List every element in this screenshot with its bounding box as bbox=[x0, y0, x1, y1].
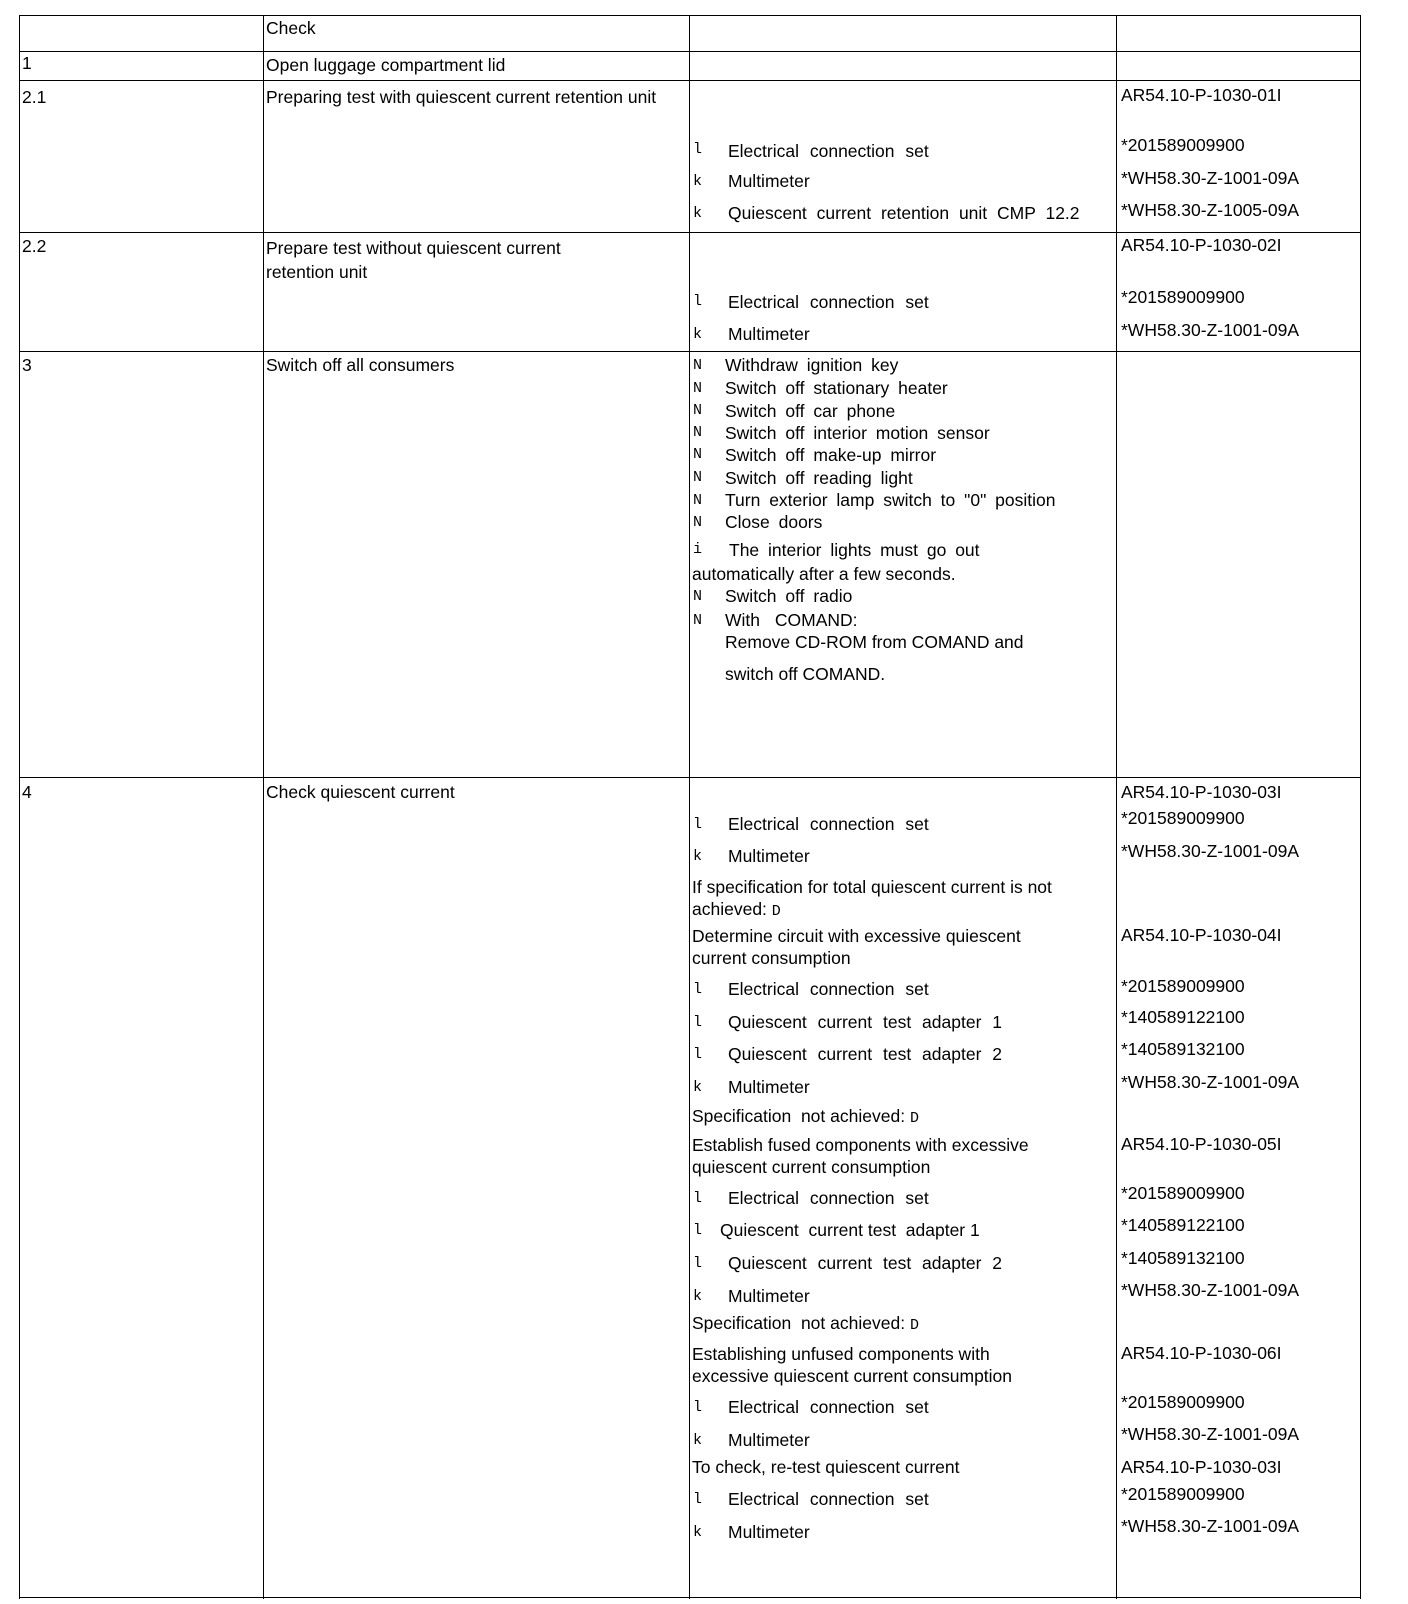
action-item: Switch off reading light bbox=[725, 468, 913, 488]
tool-number: *WH58.30-Z-1001-09A bbox=[1121, 1072, 1299, 1092]
tool-item: Multimeter bbox=[728, 324, 810, 344]
tool-number: *201589009900 bbox=[1121, 808, 1245, 828]
tool-number: *201589009900 bbox=[1121, 135, 1245, 155]
step-title: Preparing test with quiescent current retention unit bbox=[266, 87, 657, 107]
step-number: 4 bbox=[22, 782, 32, 802]
tool-item: Multimeter bbox=[728, 1522, 810, 1542]
tool-bullet-icon: l bbox=[693, 981, 703, 998]
tool-number: *140589122100 bbox=[1121, 1007, 1245, 1027]
table-border-right bbox=[1360, 15, 1361, 1599]
row-divider bbox=[19, 51, 1361, 52]
action-bullet-icon: N bbox=[693, 357, 703, 374]
tool-bullet-icon: l bbox=[693, 1399, 703, 1416]
then-arrow-icon: D bbox=[909, 1110, 919, 1127]
action-bullet-icon: N bbox=[693, 492, 703, 509]
action-item: Switch off stationary heater bbox=[725, 378, 948, 398]
tool-item: Electrical connection set bbox=[728, 814, 929, 834]
tool-number: *201589009900 bbox=[1121, 1183, 1245, 1203]
tool-number: *WH58.30-Z-1001-09A bbox=[1121, 841, 1299, 861]
tool-bullet-icon: l bbox=[693, 1014, 703, 1031]
column-divider bbox=[1116, 15, 1117, 1599]
action-item: Switch off radio bbox=[725, 586, 853, 606]
action-item: Withdraw ignition key bbox=[725, 355, 899, 375]
action-item: Switch off car phone bbox=[725, 401, 896, 421]
action-item: Close doors bbox=[725, 512, 823, 532]
step-number: 1 bbox=[22, 53, 32, 73]
row-divider bbox=[19, 777, 1361, 778]
tool-number: *201589009900 bbox=[1121, 1392, 1245, 1412]
condition-label: If specification for total quiescent current is not achieved: bbox=[692, 877, 1052, 919]
condition-label: Specification not achieved: bbox=[692, 1106, 906, 1126]
subprocedure-title: Determine circuit with excessive quiescent current consumption bbox=[692, 926, 1021, 968]
subprocedure-title: To check, re-test quiescent current bbox=[692, 1457, 960, 1477]
tool-item: Quiescent current test adapter 1 bbox=[720, 1220, 980, 1240]
action-detail: Remove CD-ROM from COMAND and bbox=[725, 632, 1024, 652]
info-icon: i bbox=[693, 541, 703, 558]
step-title: Switch off all consumers bbox=[266, 355, 455, 375]
step-number: 2.2 bbox=[22, 236, 47, 256]
step-title: Check quiescent current bbox=[266, 782, 455, 802]
tool-item: Quiescent current test adapter 2 bbox=[728, 1253, 1002, 1273]
subprocedure-title: Establish fused components with excessive quiescent current consumption bbox=[692, 1135, 1029, 1177]
row-divider bbox=[19, 232, 1361, 233]
tool-number: *201589009900 bbox=[1121, 287, 1245, 307]
header-check: Check bbox=[266, 18, 316, 38]
tool-number: *WH58.30-Z-1001-09A bbox=[1121, 320, 1299, 340]
then-arrow-icon: D bbox=[771, 903, 781, 920]
action-item: Turn exterior lamp switch to "0" position bbox=[725, 490, 1056, 510]
table-border-bottom bbox=[19, 1597, 1361, 1598]
condition-text bbox=[692, 1313, 919, 1336]
row-divider bbox=[19, 15, 1361, 16]
row-divider bbox=[19, 80, 1361, 81]
table-border-left bbox=[19, 15, 20, 1599]
measure-bullet-icon: k bbox=[693, 1288, 703, 1305]
tool-bullet-icon: l bbox=[693, 293, 703, 310]
measure-bullet-icon: k bbox=[693, 205, 703, 222]
tool-bullet-icon: l bbox=[693, 141, 703, 158]
tool-bullet-icon: l bbox=[693, 1255, 703, 1272]
condition-text bbox=[692, 1106, 919, 1129]
measure-bullet-icon: k bbox=[693, 1432, 703, 1449]
tool-number: *201589009900 bbox=[1121, 1484, 1245, 1504]
column-divider bbox=[689, 15, 690, 1599]
measure-bullet-icon: k bbox=[693, 326, 703, 343]
tool-item: Electrical connection set bbox=[728, 1489, 929, 1509]
document-reference: AR54.10-P-1030-01I bbox=[1121, 85, 1282, 105]
condition-text bbox=[692, 876, 1062, 923]
document-reference: AR54.10-P-1030-03I bbox=[1121, 782, 1282, 802]
document-reference: AR54.10-P-1030-05I bbox=[1121, 1134, 1282, 1154]
tool-item: Multimeter bbox=[728, 1430, 810, 1450]
tool-number: *WH58.30-Z-1005-09A bbox=[1121, 200, 1299, 220]
measure-bullet-icon: k bbox=[693, 173, 703, 190]
tool-item: Electrical connection set bbox=[728, 979, 929, 999]
action-bullet-icon: N bbox=[693, 380, 703, 397]
tool-bullet-icon: l bbox=[693, 1190, 703, 1207]
row-divider bbox=[19, 351, 1361, 352]
tool-item: Quiescent current test adapter 1 bbox=[728, 1012, 1002, 1032]
note-text: automatically after a few seconds. bbox=[692, 564, 956, 584]
tool-item: Multimeter bbox=[728, 171, 810, 191]
measure-bullet-icon: k bbox=[693, 848, 703, 865]
tool-number: *140589122100 bbox=[1121, 1215, 1245, 1235]
action-bullet-icon: N bbox=[693, 514, 703, 531]
tool-number: *WH58.30-Z-1001-09A bbox=[1121, 168, 1299, 188]
subprocedure-title: Establishing unfused components with excessive quiescent current consumption bbox=[692, 1344, 1013, 1386]
tool-number: *WH58.30-Z-1001-09A bbox=[1121, 1280, 1299, 1300]
tool-bullet-icon: l bbox=[693, 816, 703, 833]
tool-number: *WH58.30-Z-1001-09A bbox=[1121, 1516, 1299, 1536]
tool-number: *WH58.30-Z-1001-09A bbox=[1121, 1424, 1299, 1444]
action-bullet-icon: N bbox=[693, 402, 703, 419]
action-item: Switch off make-up mirror bbox=[725, 445, 937, 465]
action-bullet-icon: N bbox=[693, 612, 703, 629]
tool-bullet-icon: l bbox=[693, 1046, 703, 1063]
action-bullet-icon: N bbox=[693, 469, 703, 486]
document-reference: AR54.10-P-1030-04I bbox=[1121, 925, 1282, 945]
action-bullet-icon: N bbox=[693, 446, 703, 463]
tool-number: *140589132100 bbox=[1121, 1248, 1245, 1268]
step-title: Open luggage compartment lid bbox=[266, 55, 506, 75]
tool-number: *140589132100 bbox=[1121, 1039, 1245, 1059]
tool-item: Multimeter bbox=[728, 846, 810, 866]
measure-bullet-icon: k bbox=[693, 1079, 703, 1096]
tool-item: Electrical connection set bbox=[728, 292, 929, 312]
note-text: The interior lights must go out bbox=[729, 540, 980, 560]
document-reference: AR54.10-P-1030-03I bbox=[1121, 1457, 1282, 1477]
action-bullet-icon: N bbox=[693, 588, 703, 605]
tool-item: Quiescent current retention unit CMP 12.2 bbox=[728, 203, 1080, 223]
tool-item: Multimeter bbox=[728, 1286, 810, 1306]
document-reference: AR54.10-P-1030-02I bbox=[1121, 235, 1282, 255]
tool-item: Electrical connection set bbox=[728, 1188, 929, 1208]
step-number: 3 bbox=[22, 355, 32, 375]
step-title: Prepare test without quiescent current retention unit bbox=[266, 238, 561, 282]
tool-item: Electrical connection set bbox=[728, 141, 929, 161]
document-reference: AR54.10-P-1030-06I bbox=[1121, 1343, 1282, 1363]
tool-item: Multimeter bbox=[728, 1077, 810, 1097]
tool-item: Quiescent current test adapter 2 bbox=[728, 1044, 1002, 1064]
condition-label: Specification not achieved: bbox=[692, 1313, 906, 1333]
action-detail: switch off COMAND. bbox=[725, 664, 886, 684]
then-arrow-icon: D bbox=[909, 1317, 919, 1334]
tool-bullet-icon: l bbox=[693, 1222, 703, 1239]
action-item: Switch off interior motion sensor bbox=[725, 423, 990, 443]
measure-bullet-icon: k bbox=[693, 1524, 703, 1541]
column-divider bbox=[263, 15, 264, 1599]
action-bullet-icon: N bbox=[693, 424, 703, 441]
tool-bullet-icon: l bbox=[693, 1491, 703, 1508]
tool-item: Electrical connection set bbox=[728, 1397, 929, 1417]
tool-number: *201589009900 bbox=[1121, 976, 1245, 996]
action-item: With COMAND: bbox=[725, 610, 858, 630]
step-number: 2.1 bbox=[22, 87, 47, 107]
